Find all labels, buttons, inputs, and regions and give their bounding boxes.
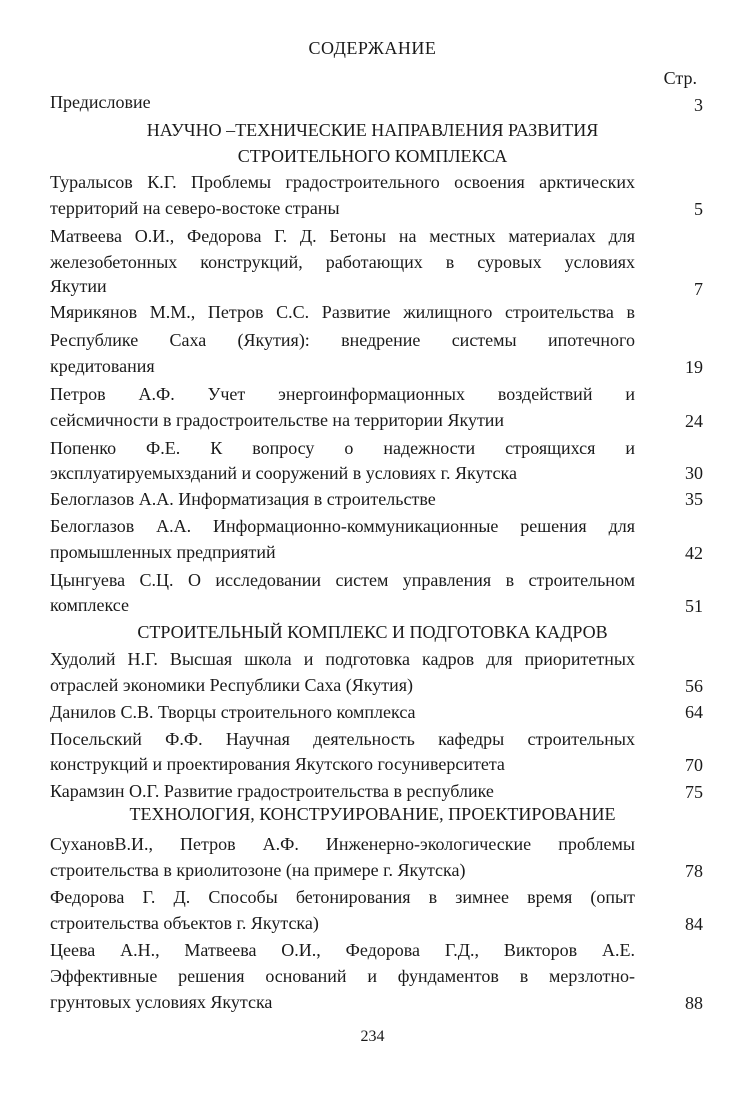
toc-entry-line: Мярикянов М.М., Петров С.С. Развитие жилищного строительства в [50,302,635,322]
page-column-label: Стр. [663,68,697,88]
toc-entry-line: Белоглазов А.А. Информатизация в строительстве [50,489,436,509]
toc-entry-page: 78 [685,861,703,881]
toc-entry-line: Цынгуева С.Ц. О исследовании систем управления в строительном [50,570,635,590]
toc-entry-line: территорий на северо-востоке страны [50,198,340,218]
toc-entry-line: Карамзин О.Г. Развитие градостроительства в республике [50,781,494,801]
toc-entry-page: 84 [685,914,703,934]
toc-entry-page: 56 [685,676,703,696]
toc-entry-page: 35 [685,489,703,509]
toc-entry-page: 5 [694,199,703,219]
toc-entry-page: 19 [685,357,703,377]
toc-entry-page: 7 [694,279,703,299]
toc-entry-page: 64 [685,702,703,722]
toc-entry-line: конструкций и проектирования Якутского госуниверситета [50,754,505,774]
toc-entry-line: Посельский Ф.Ф. Научная деятельность кафедры строительных [50,729,635,749]
toc-entry-line: Федорова Г. Д. Способы бетонирования в зимнее время (опыт [50,887,635,907]
toc-entry-line: Петров А.Ф. Учет энергоинформационных воздействий и [50,384,635,404]
toc-preface-page: 3 [694,95,703,115]
toc-preface-text: Предисловие [50,92,151,112]
section-heading: СТРОИТЕЛЬНОГО КОМПЛЕКСА [237,146,508,166]
toc-entry-line: отраслей экономики Республики Саха (Якутия) [50,675,413,695]
toc-entry-line: Белоглазов А.А. Информационно-коммуникационные решения для [50,516,635,536]
toc-entry-line: Матвеева О.И., Федорова Г. Д. Бетоны на местных материалах для [50,226,635,246]
toc-entry-line: кредитования [50,356,155,376]
toc-entry-line: Данилов С.В. Творцы строительного комплекса [50,702,416,722]
toc-entry-line: строительства в криолитозоне (на примере г. Якутска) [50,860,466,880]
toc-entry-line: Худолий Н.Г. Высшая школа и подготовка кадров для приоритетных [50,649,635,669]
toc-entry-line: железобетонных конструкций, работающих в суровых условиях [50,252,635,272]
toc-entry-page: 51 [685,596,703,616]
toc-entry-line: Эффективные решения оснований и фундаментов в мерзлотно- [50,966,635,986]
toc-entry-page: 24 [685,411,703,431]
toc-entry-line: комплексе [50,595,129,615]
toc-entry-line: Цеева А.Н., Матвеева О.И., Федорова Г.Д., Викторов А.Е. [50,940,635,960]
toc-entry-line: Якутии [50,276,107,296]
toc-title: СОДЕРЖАНИЕ [308,38,437,58]
section-heading: ТЕХНОЛОГИЯ, КОНСТРУИРОВАНИЕ, ПРОЕКТИРОВАНИЕ [129,804,616,824]
section-heading: НАУЧНО –ТЕХНИЧЕСКИЕ НАПРАВЛЕНИЯ РАЗВИТИЯ [146,120,599,140]
toc-entry-line: грунтовых условиях Якутска [50,992,273,1012]
page-number: 234 [360,1028,385,1045]
toc-entry-page: 30 [685,463,703,483]
toc-entry-line: Туралысов К.Г. Проблемы градостроительного освоения арктических [50,172,635,192]
toc-entry-page: 88 [685,993,703,1013]
toc-entry-page: 75 [685,782,703,802]
toc-entry-page: 70 [685,755,703,775]
toc-entry-line: сейсмичности в градостроительстве на территории Якутии [50,410,505,430]
section-heading: СТРОИТЕЛЬНЫЙ КОМПЛЕКС И ПОДГОТОВКА КАДРОВ [137,622,608,642]
toc-entry-line: СухановВ.И., Петров А.Ф. Инженерно-экологические проблемы [50,834,635,854]
toc-entry-page: 42 [685,543,703,563]
toc-entry-line: Республике Саха (Якутия): внедрение системы ипотечного [50,330,635,350]
toc-entry-line: Попенко Ф.Е. К вопросу о надежности строящихся и [50,438,635,458]
toc-entry-line: эксплуатируемыхзданий и сооружений в условиях г. Якутска [50,463,518,483]
toc-entry-line: строительства объектов г. Якутска) [50,913,319,933]
toc-entry-line: промышленных предприятий [50,542,276,562]
